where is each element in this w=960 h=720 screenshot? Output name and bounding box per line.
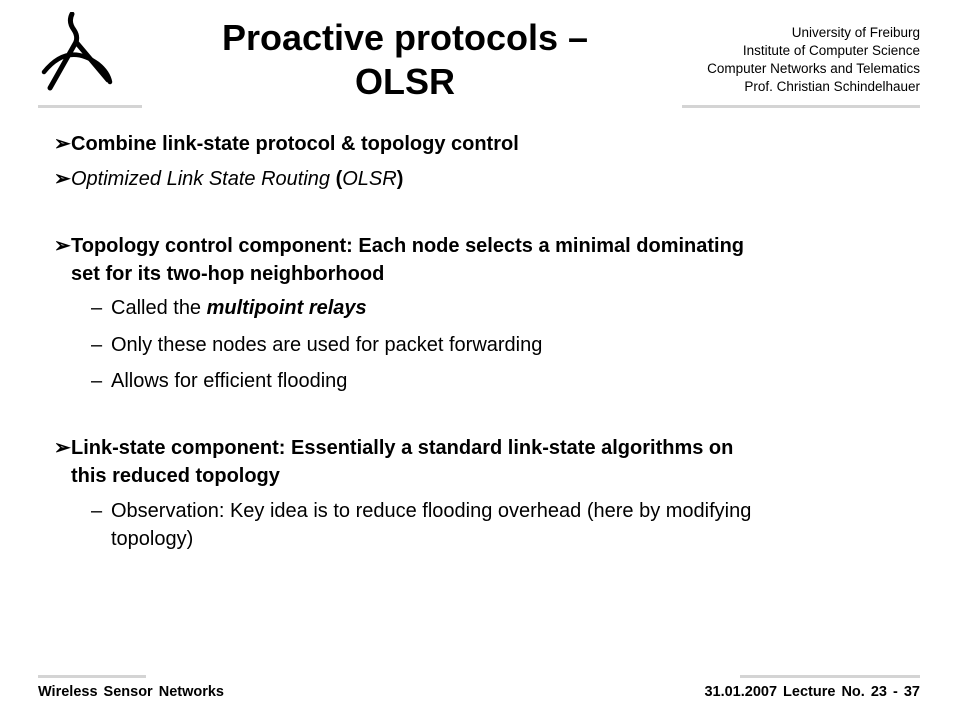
sub-bullet-flooding — [91, 367, 911, 395]
paren-open: ( — [330, 168, 343, 190]
sub-bullet-text-line-1: Observation: Key idea is to reduce flooding overhead (here by modifying — [111, 500, 752, 522]
affiliation-professor: Prof. Christian Schindelhauer — [744, 79, 920, 94]
footer-divider-left — [38, 675, 146, 678]
bullet-arrow-icon: ➢ — [54, 235, 71, 257]
bullet-topology-control — [54, 232, 924, 288]
sub-bullet-multipoint-relays — [91, 294, 911, 322]
bullet-text: Combine link-state protocol & topology control — [71, 133, 519, 155]
header-divider-left — [38, 105, 142, 108]
olsr-full-name: Optimized Link State Routing — [71, 168, 331, 190]
bullet-arrow-icon: ➢ — [54, 437, 71, 459]
sub-bullet-text: Allows for efficient flooding — [111, 370, 348, 392]
affiliation-institute: Institute of Computer Science — [742, 43, 920, 58]
sub-bullet-text: Only these nodes are used for packet forwarding — [111, 334, 543, 356]
olsr-acronym: OLSR — [342, 168, 397, 190]
sub-bullet-text — [111, 294, 911, 322]
dash-marker: – — [91, 370, 103, 392]
bullet-arrow-icon: ➢ — [54, 168, 71, 190]
sub-bullet-text-line-2: topology) — [111, 528, 194, 550]
sub-bullet-emphasis: multipoint relays — [206, 297, 367, 319]
bullet-combine — [54, 130, 914, 158]
title-line-1: Proactive protocols – — [221, 17, 589, 58]
affiliation-group: Computer Networks and Telematics — [707, 61, 920, 76]
affiliation-university: University of Freiburg — [791, 25, 920, 40]
dash-marker: – — [91, 297, 103, 319]
university-freiburg-logo-icon — [38, 12, 118, 94]
dash-marker: – — [91, 334, 103, 356]
bullet-link-state — [54, 434, 924, 490]
bullet-text — [71, 165, 914, 193]
dash-marker: – — [91, 500, 103, 522]
title-line-2: OLSR — [354, 61, 455, 102]
paren-close: ) — [396, 168, 404, 190]
sub-bullet-prefix: Called the — [111, 297, 207, 319]
footer-course-name: Wireless Sensor Networks — [38, 684, 225, 700]
bullet-text-line-1: Link-state component: Essentially a standard link-state algorithms on — [71, 437, 734, 459]
bullet-text-line-2: set for its two-hop neighborhood — [71, 263, 385, 285]
footer-divider-right — [740, 675, 920, 678]
affiliation-block — [620, 24, 920, 96]
sub-bullet-observation — [91, 497, 921, 553]
bullet-text-line-1: Topology control component: Each node selects a minimal dominating — [71, 235, 745, 257]
sub-bullet-forwarding — [91, 331, 911, 359]
header-divider-right — [682, 105, 920, 108]
bullet-text-line-2: this reduced topology — [71, 465, 280, 487]
slide-title — [190, 16, 620, 104]
bullet-olsr-name — [54, 165, 914, 193]
footer-date-lecture: 31.01.2007 Lecture No. 23 - 37 — [704, 684, 920, 700]
bullet-arrow-icon: ➢ — [54, 133, 71, 155]
